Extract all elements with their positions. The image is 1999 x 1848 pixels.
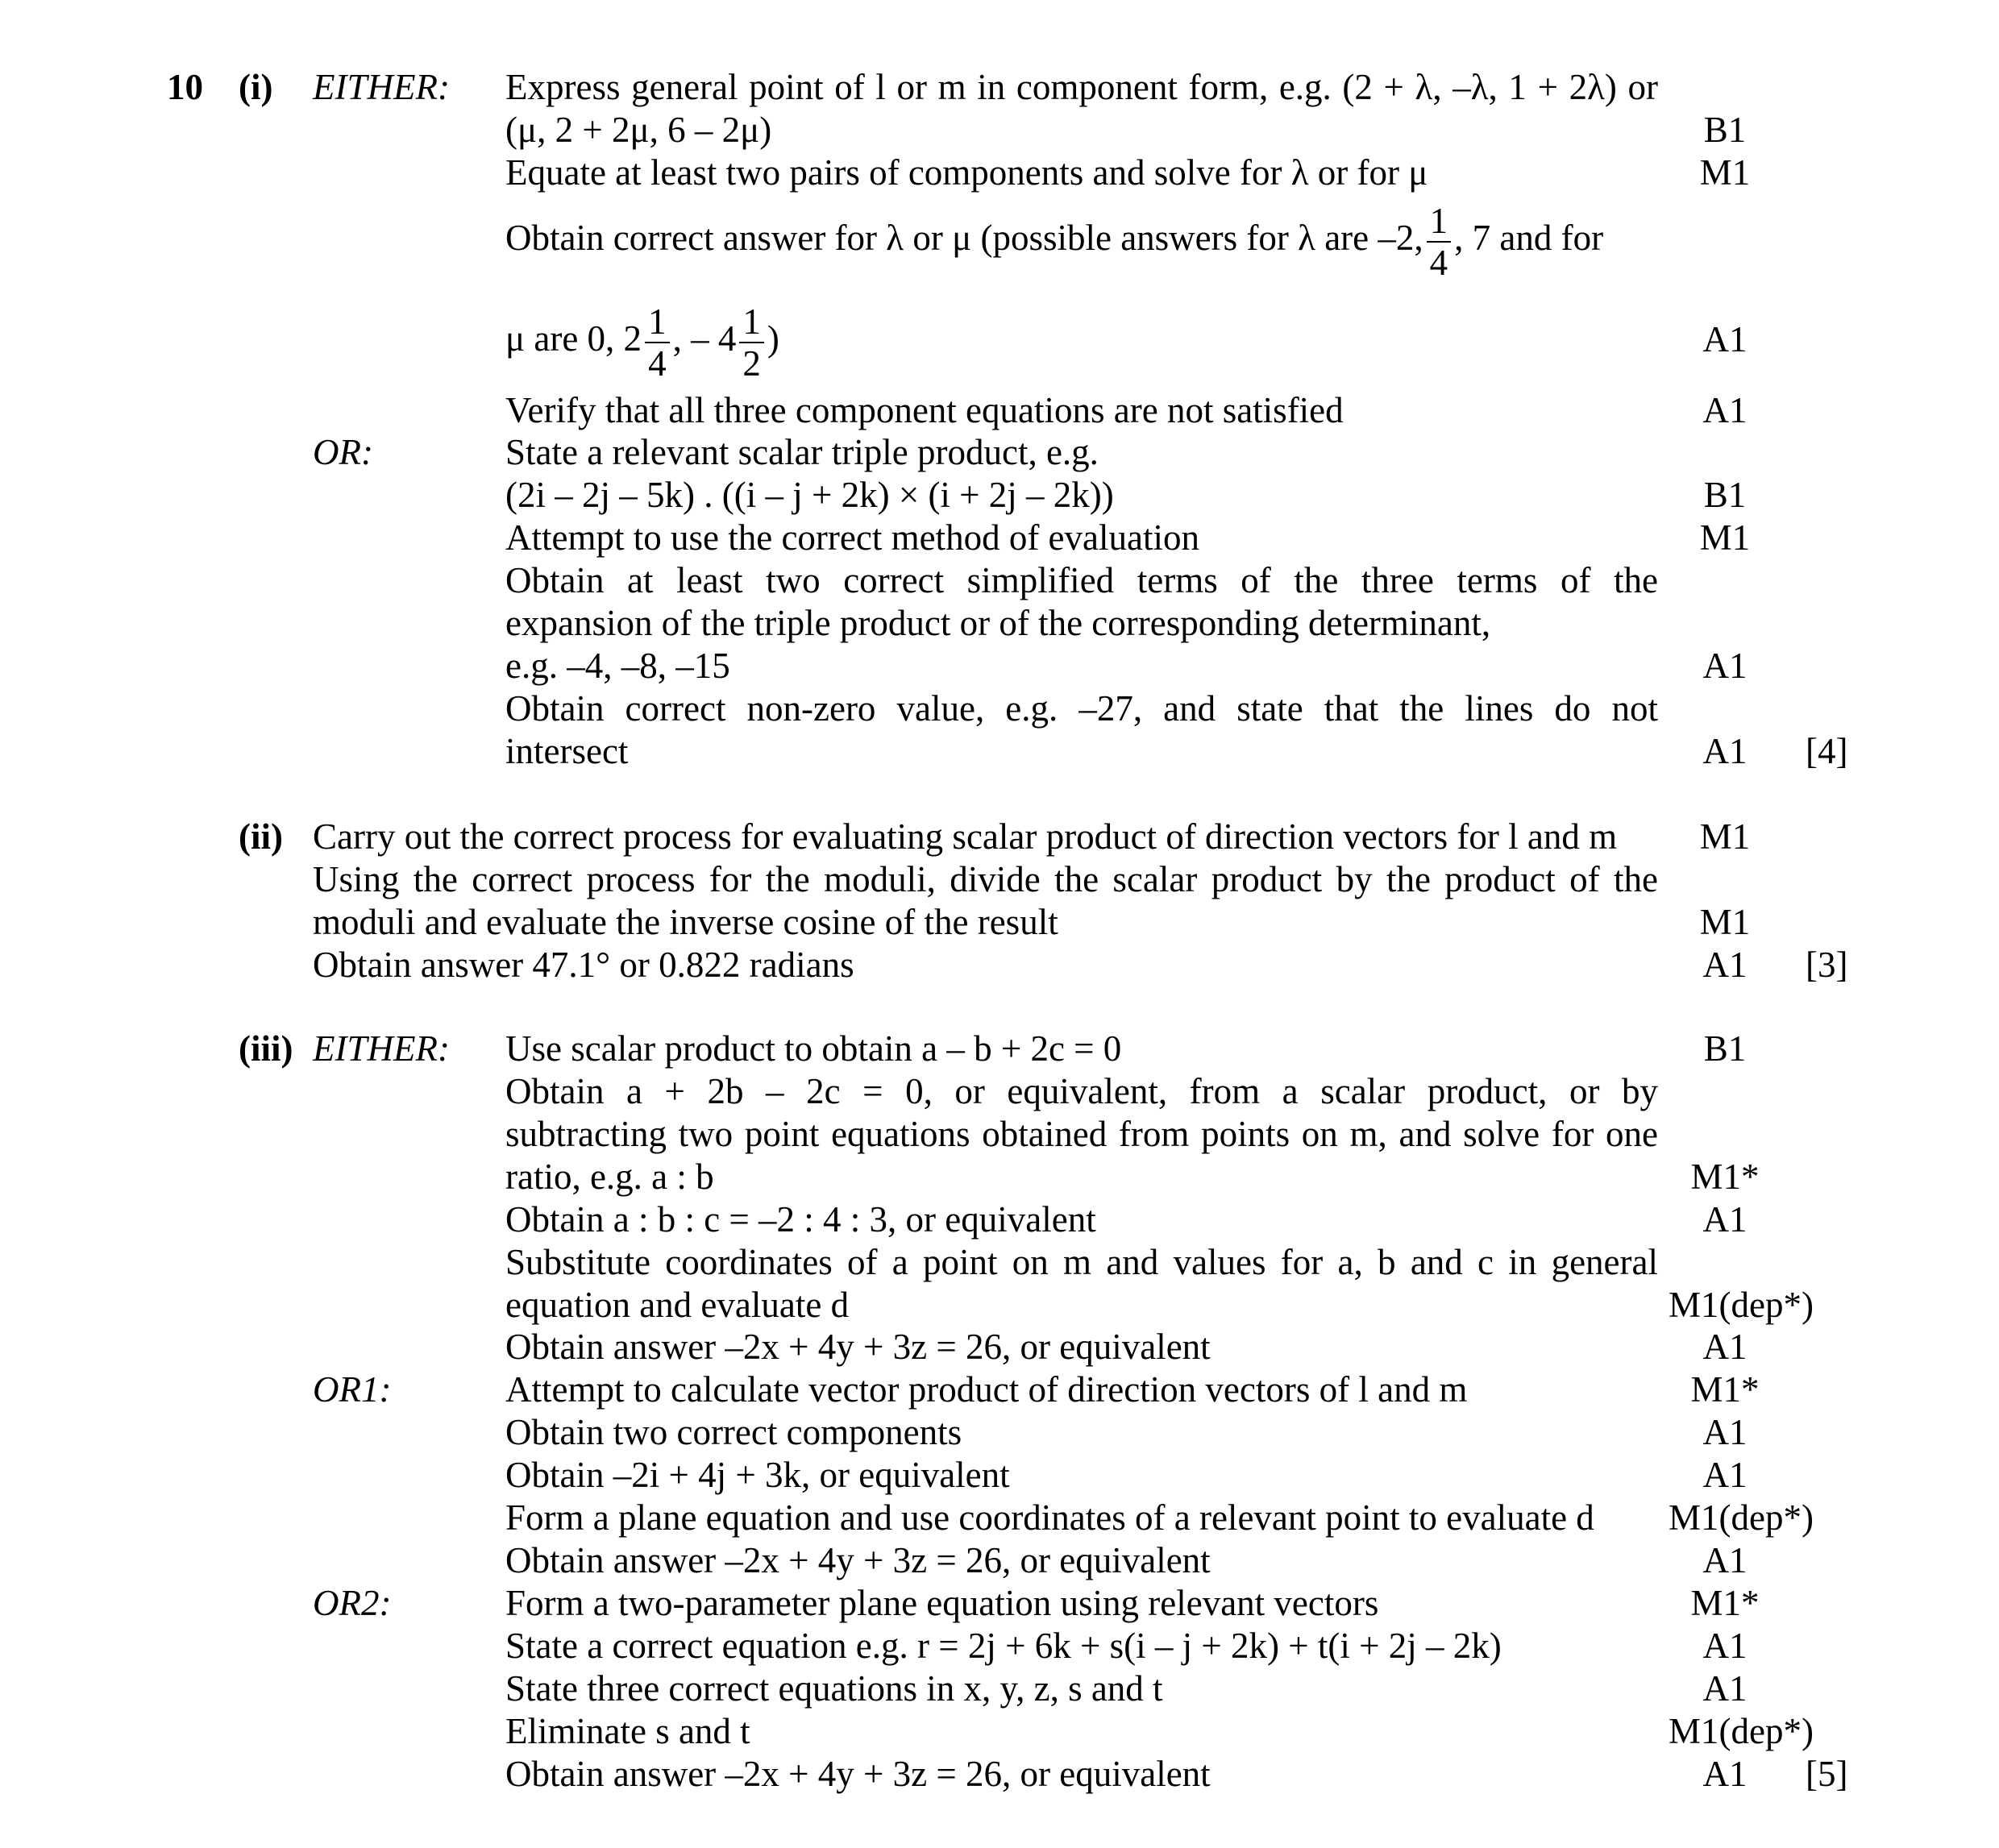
scheme-line: Eliminate s and t <box>505 1711 750 1751</box>
scheme-line: Carry out the correct process for evaluating scalar product of direction vectors for l and m <box>313 816 1618 857</box>
mark: A1 <box>1702 945 1748 985</box>
question-number: 10 <box>167 67 203 107</box>
scheme-line: Use scalar product to obtain a – b + 2c = 0 <box>505 1028 1122 1069</box>
mark: M1* <box>1690 1369 1760 1410</box>
or2-label-iii: OR2: <box>313 1583 392 1623</box>
part-total: [5] <box>1806 1754 1848 1794</box>
fraction-denominator: 2 <box>742 343 761 384</box>
mark: A1 <box>1702 1455 1748 1495</box>
scheme-line: (μ, 2 + 2μ, 6 – 2μ) <box>505 110 772 150</box>
mark: A1 <box>1702 1327 1748 1367</box>
text-segment: μ are 0, 2 <box>505 318 642 359</box>
either-label-iii: EITHER: <box>313 1028 450 1069</box>
mark: M1(dep*) <box>1669 1285 1814 1325</box>
scheme-line: Express general point of l or m in component form, e.g. (2 + λ, –λ, 1 + 2λ) or <box>505 67 1658 107</box>
text-segment: , – 4 <box>672 318 737 359</box>
mark: M1 <box>1699 816 1751 857</box>
mark: M1(dep*) <box>1669 1497 1814 1538</box>
scheme-line: expansion of the triple product or of the corresponding determinant, <box>505 603 1491 643</box>
fraction-denominator: 4 <box>1429 242 1448 283</box>
scheme-line: ratio, e.g. a : b <box>505 1157 714 1197</box>
fraction-numerator: 1 <box>1427 201 1452 243</box>
scheme-line: State three correct equations in x, y, z, s and t <box>505 1668 1163 1709</box>
part-i-label: (i) <box>239 67 273 107</box>
scheme-line: e.g. –4, –8, –15 <box>505 646 730 686</box>
scheme-line: Attempt to use the correct method of evaluation <box>505 517 1199 558</box>
scheme-line: Obtain at least two correct simplified terms of the three terms of the <box>505 560 1658 600</box>
text-segment: Obtain correct answer for λ or μ (possible answers for λ are –2, <box>505 218 1423 258</box>
mark: M1 <box>1699 902 1751 942</box>
mark: M1(dep*) <box>1669 1711 1814 1751</box>
fraction-numerator: 1 <box>645 301 670 343</box>
fraction-numerator: 1 <box>739 301 764 343</box>
scheme-line: Obtain –2i + 4j + 3k, or equivalent <box>505 1455 1010 1495</box>
text-segment: ) <box>767 318 779 359</box>
mark: A1 <box>1702 1412 1748 1452</box>
scheme-line-fraction <box>505 298 1658 384</box>
scheme-line: State a relevant scalar triple product, e.g. <box>505 432 1099 472</box>
mark: M1 <box>1699 152 1751 193</box>
mark: A1 <box>1702 731 1748 771</box>
part-ii-label: (ii) <box>239 816 283 857</box>
scheme-line: Obtain answer 47.1° or 0.822 radians <box>313 945 854 985</box>
scheme-line: (2i – 2j – 5k) . ((i – j + 2k) × (i + 2j – 2k)) <box>505 475 1114 515</box>
mark: M1 <box>1699 517 1751 558</box>
text-segment: , 7 and for <box>1454 218 1604 258</box>
scheme-line: Obtain answer –2x + 4y + 3z = 26, or equivalent <box>505 1540 1211 1580</box>
scheme-line: Equate at least two pairs of components and solve for λ or for μ <box>505 152 1428 193</box>
mark: A1 <box>1702 1754 1748 1794</box>
scheme-line: Using the correct process for the moduli, divide the scalar product by the product of the <box>313 859 1658 899</box>
mark: A1 <box>1702 1540 1748 1580</box>
scheme-line: Form a plane equation and use coordinates of a relevant point to evaluate d <box>505 1497 1594 1538</box>
scheme-line: intersect <box>505 731 629 771</box>
scheme-line: moduli and evaluate the inverse cosine of the result <box>313 902 1058 942</box>
scheme-line: Verify that all three component equations are not satisfied <box>505 390 1344 430</box>
scheme-line: Obtain answer –2x + 4y + 3z = 26, or equivalent <box>505 1754 1211 1794</box>
mark: A1 <box>1702 1199 1748 1240</box>
mark: B1 <box>1703 475 1747 515</box>
scheme-line: Obtain a + 2b – 2c = 0, or equivalent, from a scalar product, or by <box>505 1071 1658 1111</box>
fraction <box>739 301 764 384</box>
mark: A1 <box>1702 1668 1748 1709</box>
mark: M1* <box>1690 1583 1760 1623</box>
scheme-line: Attempt to calculate vector product of direction vectors of l and m <box>505 1369 1468 1410</box>
mark: A1 <box>1702 319 1748 359</box>
scheme-line: equation and evaluate d <box>505 1285 850 1325</box>
fraction <box>645 301 670 384</box>
part-total: [3] <box>1806 945 1848 985</box>
scheme-line: Substitute coordinates of a point on m and values for a, b and c in general <box>505 1242 1658 1282</box>
mark: M1* <box>1690 1157 1760 1197</box>
mark: B1 <box>1703 110 1747 150</box>
scheme-line: Obtain two correct components <box>505 1412 962 1452</box>
or1-label-iii: OR1: <box>313 1369 392 1410</box>
scheme-line-fraction <box>505 197 1658 283</box>
scheme-line: subtracting two point equations obtained from points on m, and solve for one <box>505 1114 1658 1154</box>
scheme-line: Obtain a : b : c = –2 : 4 : 3, or equivalent <box>505 1199 1096 1240</box>
either-label-i: EITHER: <box>313 67 450 107</box>
mark: B1 <box>1703 1028 1747 1069</box>
part-total: [4] <box>1806 731 1848 771</box>
or-label-i: OR: <box>313 432 373 472</box>
fraction <box>1427 201 1452 283</box>
mark: A1 <box>1702 1626 1748 1666</box>
scheme-line: Obtain correct non-zero value, e.g. –27, and state that the lines do not <box>505 688 1658 729</box>
mark: A1 <box>1702 646 1748 686</box>
scheme-line: Form a two-parameter plane equation using relevant vectors <box>505 1583 1379 1623</box>
part-iii-label: (iii) <box>239 1028 293 1069</box>
mark: A1 <box>1702 390 1748 430</box>
fraction-denominator: 4 <box>648 343 667 384</box>
scheme-line: State a correct equation e.g. r = 2j + 6k + s(i – j + 2k) + t(i + 2j – 2k) <box>505 1626 1502 1666</box>
scheme-line: Obtain answer –2x + 4y + 3z = 26, or equivalent <box>505 1327 1211 1367</box>
